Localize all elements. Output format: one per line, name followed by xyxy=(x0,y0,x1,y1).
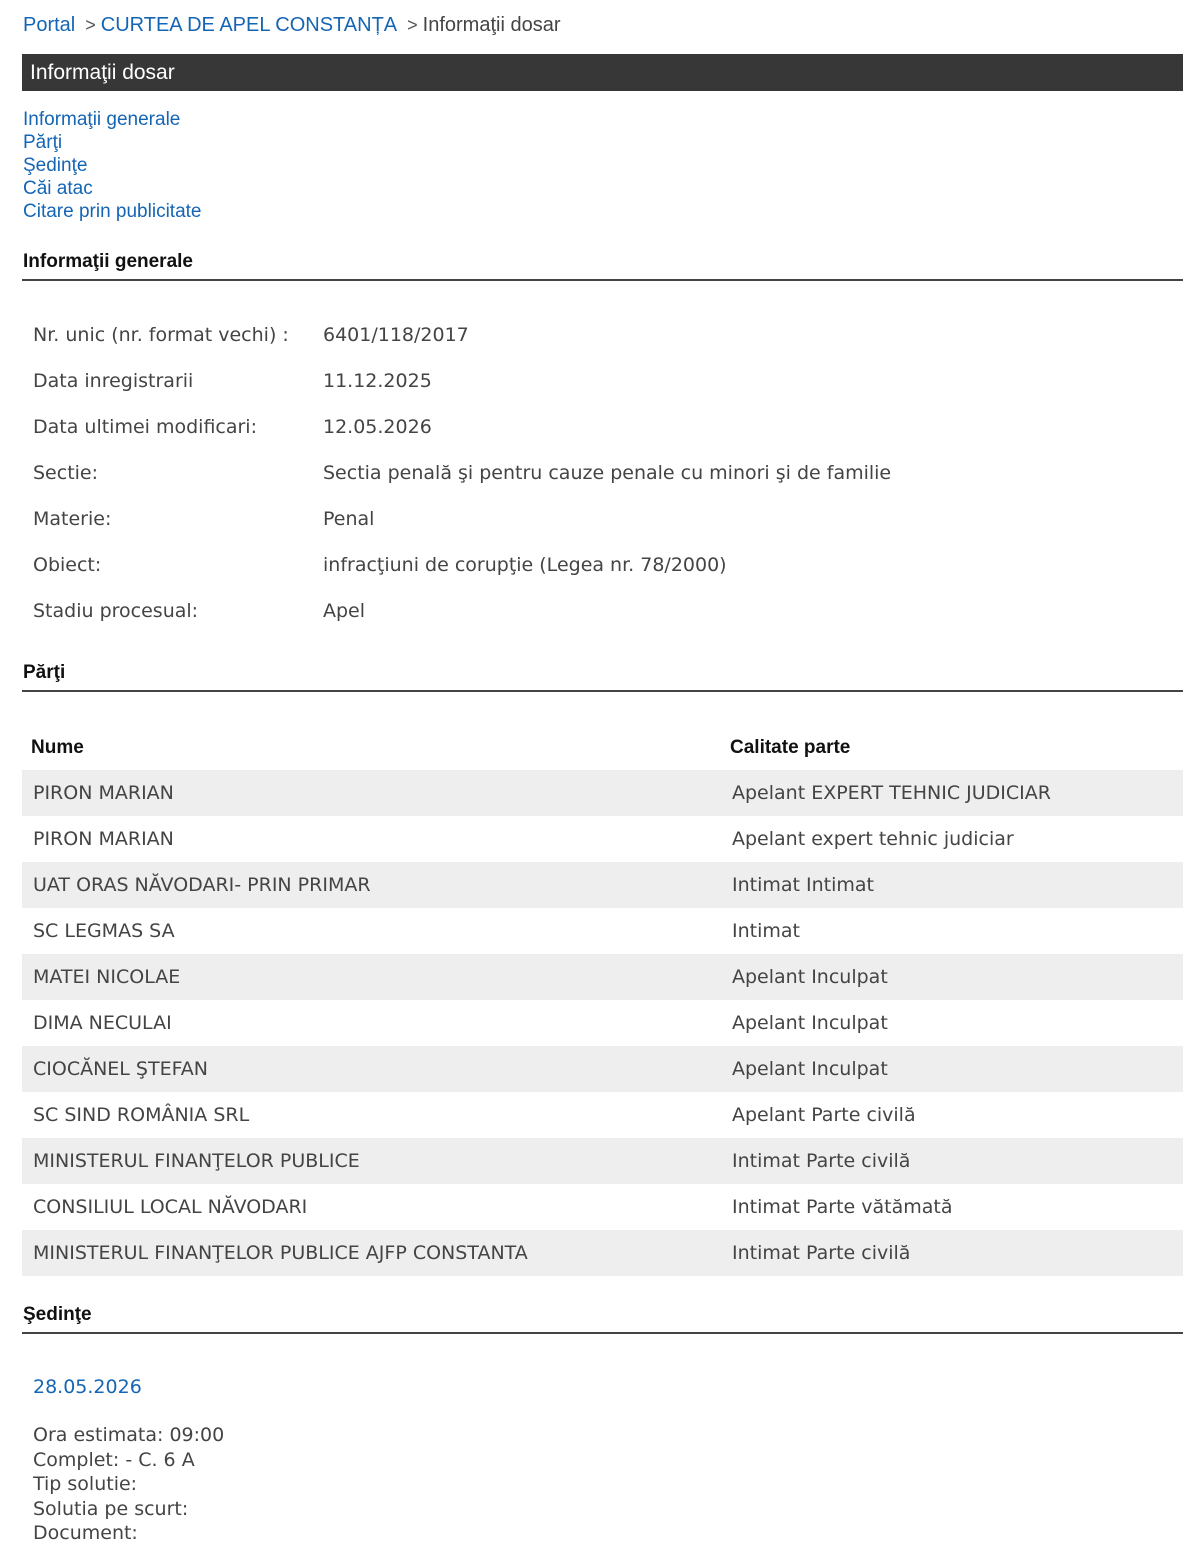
info-label: Sectie: xyxy=(33,462,99,484)
parties-table xyxy=(22,725,1183,1276)
party-name: DIMA NECULAI xyxy=(33,1012,172,1034)
table-row xyxy=(22,1092,1183,1138)
info-value: Penal xyxy=(323,508,375,530)
hearing-document: Document: xyxy=(33,1522,138,1544)
party-name: MINISTERUL FINANŢELOR PUBLICE xyxy=(22,1138,721,1184)
table-header-row xyxy=(22,725,1183,770)
nav-link-public-summons[interactable]: Citare prin publicitate xyxy=(23,201,202,222)
party-name: CONSILIUL LOCAL NĂVODARI xyxy=(33,1196,308,1218)
column-header-name: Nume xyxy=(31,736,84,758)
party-role: Intimat xyxy=(732,920,800,942)
party-name: SC LEGMAS SA xyxy=(33,920,175,942)
info-value: Apel xyxy=(323,600,366,622)
party-role: Apelant Inculpat xyxy=(732,1012,888,1034)
party-name: PIRON MARIAN xyxy=(33,828,174,850)
party-role: Apelant EXPERT TEHNIC JUDICIAR xyxy=(721,770,1183,816)
info-label: Obiect: xyxy=(33,554,102,576)
table-row xyxy=(22,816,1183,862)
party-role: Apelant Inculpat xyxy=(721,954,1183,1000)
section-nav xyxy=(23,108,201,223)
info-value: 12.05.2026 xyxy=(323,416,432,438)
table-row xyxy=(22,908,1183,954)
party-role: Intimat Parte civilă xyxy=(721,1138,1183,1184)
party-name: MATEI NICOLAE xyxy=(22,954,721,1000)
info-value: Sectia penală şi pentru cauze penale cu minori şi de familie xyxy=(323,462,892,484)
party-role: Apelant expert tehnic judiciar xyxy=(732,828,1014,850)
nav-link-parties[interactable]: Părţi xyxy=(23,132,63,153)
table-row xyxy=(22,1230,1183,1276)
breadcrumb-portal-link[interactable]: Portal xyxy=(23,14,76,36)
info-value: 11.12.2025 xyxy=(323,370,432,392)
table-row xyxy=(22,862,1183,908)
nav-link-appeals[interactable]: Căi atac xyxy=(23,178,93,199)
table-row xyxy=(22,954,1183,1000)
breadcrumb xyxy=(23,14,561,37)
info-label: Data inregistrarii xyxy=(33,370,194,392)
hearing-date-link[interactable]: 28.05.2026 xyxy=(33,1376,142,1398)
nav-link-hearings[interactable]: Şedinţe xyxy=(23,155,88,176)
info-label: Materie: xyxy=(33,508,112,530)
section-heading-general: Informaţii generale xyxy=(22,251,1183,281)
column-header-role: Calitate parte xyxy=(730,736,851,758)
info-label: Stadiu procesual: xyxy=(33,600,199,622)
party-role: Intimat Parte civilă xyxy=(721,1230,1183,1276)
party-name: PIRON MARIAN xyxy=(22,770,721,816)
page-title: Informaţii dosar xyxy=(22,54,1183,91)
info-label: Nr. unic (nr. format vechi) : xyxy=(33,324,289,346)
table-row xyxy=(22,770,1183,816)
table-row xyxy=(22,1184,1183,1230)
party-role: Intimat Intimat xyxy=(721,862,1183,908)
info-value: 6401/118/2017 xyxy=(323,324,469,346)
hearing-solution-type: Tip solutie: xyxy=(33,1473,138,1495)
party-name: CIOCĂNEL ŞTEFAN xyxy=(22,1046,721,1092)
party-name: UAT ORAS NĂVODARI- PRIN PRIMAR xyxy=(22,862,721,908)
breadcrumb-court-link[interactable]: CURTEA DE APEL CONSTANȚA xyxy=(100,14,398,36)
info-label: Data ultimei modificari: xyxy=(33,416,257,438)
party-role: Apelant Parte civilă xyxy=(732,1104,916,1126)
section-heading-hearings: Şedinţe xyxy=(22,1304,1183,1334)
party-role: Intimat Parte vătămată xyxy=(732,1196,953,1218)
hearing-solution-summary: Solutia pe scurt: xyxy=(33,1497,189,1520)
breadcrumb-separator: > xyxy=(407,15,418,35)
table-row xyxy=(22,1138,1183,1184)
party-name: MINISTERUL FINANŢELOR PUBLICE AJFP CONSTANTA xyxy=(22,1230,721,1276)
party-role: Apelant Inculpat xyxy=(721,1046,1183,1092)
breadcrumb-current: Informaţii dosar xyxy=(422,14,561,36)
breadcrumb-separator: > xyxy=(85,15,96,35)
section-heading-parties: Părţi xyxy=(22,662,1183,692)
hearing-panel: Complet: - C. 6 A xyxy=(33,1448,195,1471)
hearing-estimated-time: Ora estimata: 09:00 xyxy=(33,1424,225,1446)
table-row xyxy=(22,1000,1183,1046)
info-value: infracţiuni de corupţie (Legea nr. 78/2000) xyxy=(323,554,727,576)
party-name: SC SIND ROMÂNIA SRL xyxy=(33,1104,250,1126)
nav-link-general-info[interactable]: Informaţii generale xyxy=(23,109,181,130)
table-row xyxy=(22,1046,1183,1092)
hearing-details xyxy=(33,1423,224,1546)
